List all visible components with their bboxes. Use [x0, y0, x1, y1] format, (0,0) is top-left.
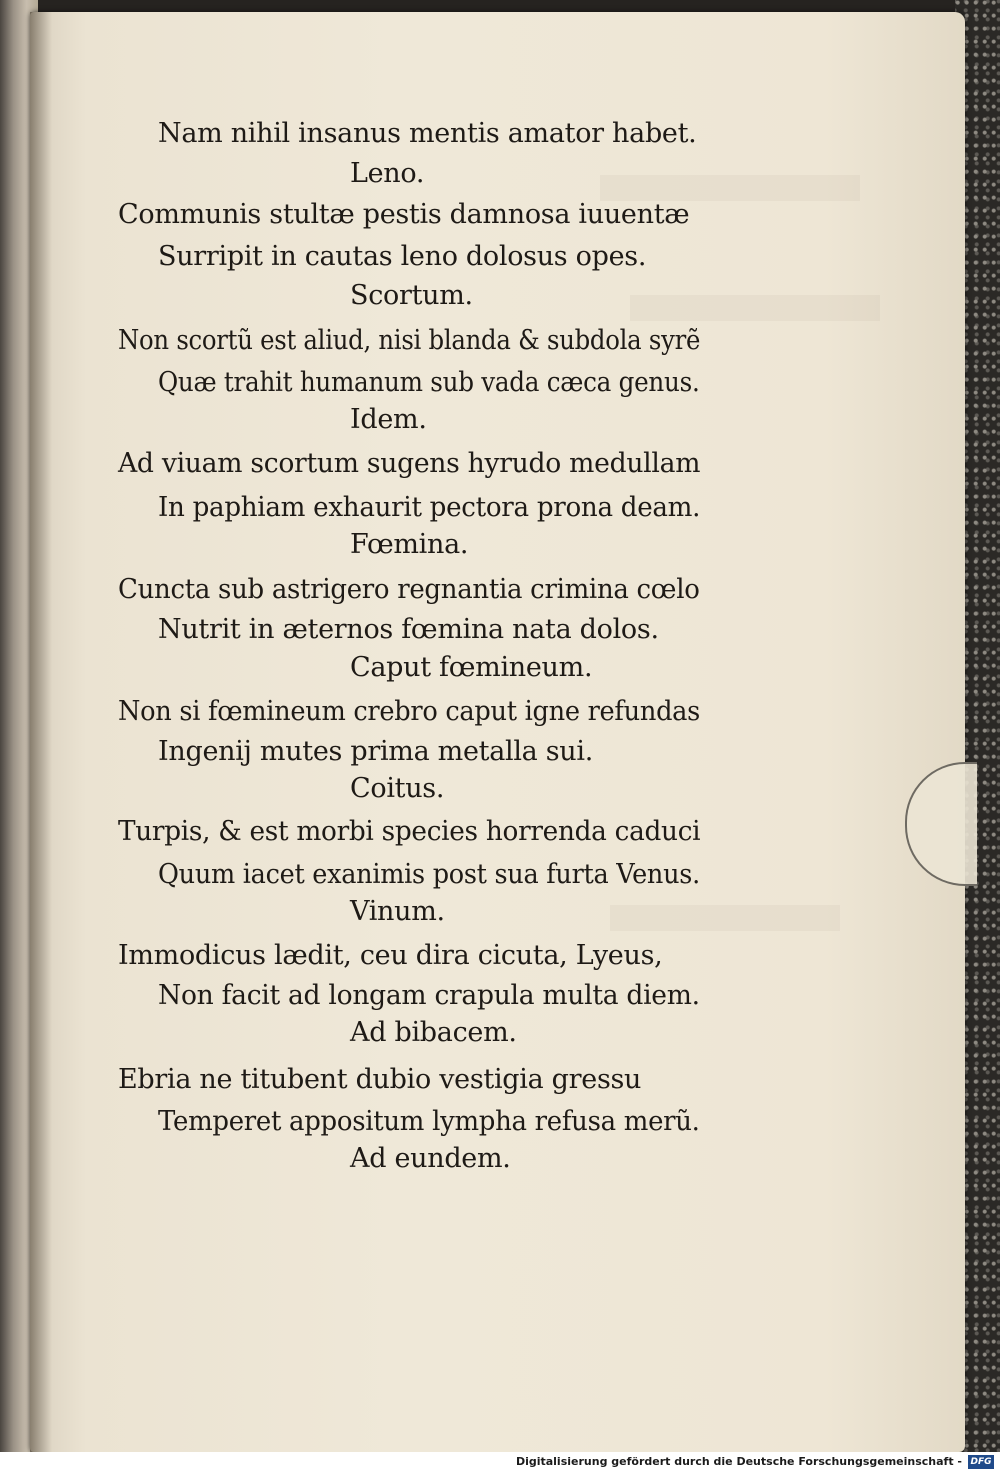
show-through-mark — [600, 175, 860, 201]
funding-credit: Digitalisierung gefördert durch die Deutsche Forschungsgemeinschaft - — [515, 1455, 962, 1468]
section-heading: Coitus. — [350, 773, 445, 804]
text-line: In paphiam exhaurit pectora prona deam. — [158, 492, 701, 523]
text-line: Immodicus lædit, ceu dira cicuta, Lyeus, — [118, 940, 663, 971]
section-heading: Scortum. — [350, 280, 473, 311]
text-line: Surripit in cautas leno dolosus opes. — [158, 241, 647, 272]
section-heading: Fœmina. — [350, 529, 469, 560]
show-through-mark — [610, 905, 840, 931]
section-heading: Ad eundem. — [350, 1143, 511, 1174]
text-line: Non si fœmineum crebro caput igne refundas — [118, 696, 701, 727]
show-through-mark — [630, 295, 880, 321]
section-heading: Leno. — [350, 158, 425, 189]
gutter-shadow — [30, 12, 52, 1452]
text-line: Ad viuam scortum sugens hyrudo medullam — [118, 448, 701, 479]
section-heading: Ad bibacem. — [350, 1017, 517, 1048]
text-line: Non scortũ est aliud, nisi blanda & subdola syrẽ — [118, 325, 701, 356]
text-line: Cuncta sub astrigero regnantia crimina cœlo — [118, 574, 700, 605]
text-line: Quum iacet exanimis post sua furta Venus. — [158, 859, 700, 890]
text-line: Non facit ad longam crapula multa diem. — [158, 980, 700, 1011]
text-line: Ebria ne titubent dubio vestigia gressu — [118, 1064, 642, 1095]
text-line: Nam nihil insanus mentis amator habet. — [158, 118, 697, 149]
text-line: Temperet appositum lympha refusa merũ. — [158, 1106, 700, 1137]
dfg-logo-icon: DFG — [968, 1455, 994, 1469]
text-line: Communis stultæ pestis damnosa iuuentæ — [118, 199, 690, 230]
section-heading: Caput fœmineum. — [350, 652, 593, 683]
text-line: Turpis, & est morbi species horrenda caduci — [118, 816, 701, 847]
section-heading: Vinum. — [350, 896, 445, 927]
section-heading: Idem. — [350, 404, 427, 435]
text-line: Quæ trahit humanum sub vada cæca genus. — [158, 367, 700, 398]
text-line: Nutrit in æternos fœmina nata dolos. — [158, 614, 659, 645]
text-line: Ingenij mutes prima metalla sui. — [158, 736, 594, 767]
